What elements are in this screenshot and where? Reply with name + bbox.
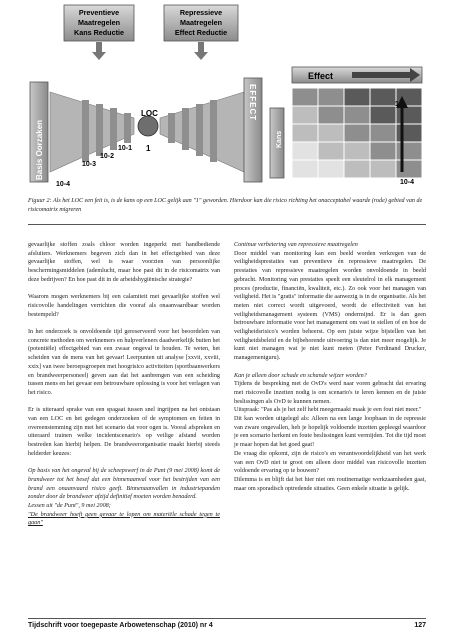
matrix-cell [370, 142, 396, 160]
matrix-cell [318, 160, 344, 178]
matrix-cell [344, 124, 370, 142]
matrix-cell [396, 106, 422, 124]
repressive-line-3: Effect Reductie [174, 28, 228, 37]
loc-circle [138, 116, 158, 136]
preventive-line-3: Kans Reductie [74, 28, 124, 37]
figure-caption: Figuur 2: Als het LOC een feit is, is de kans op een LOC gelijk aan "1" geworden. Hierdoor kan die risico richting het onacceptabel waarde (rode) gebied van de risicomatrix migreren [28, 198, 423, 213]
matrix-cell [318, 106, 344, 124]
matrix-cell [292, 160, 318, 178]
matrix-cell [370, 124, 396, 142]
left-quote-line: "De brandweer hoeft geen gevaar te lopen om materiële schade tegen te gaan" [28, 511, 220, 527]
loc-label: LOC [141, 109, 158, 118]
kans-axis-label: Kans [276, 130, 283, 148]
power-label-3: 10-3 [82, 161, 97, 168]
journal-title: Tijdschrift voor toegepaste Arbowetenschap (2010) nr 4 [28, 622, 213, 629]
left-column [28, 241, 220, 528]
matrix-cell [292, 88, 318, 106]
matrix-cell [396, 142, 422, 160]
right-column [234, 241, 426, 493]
matrix-marker-bottom: 10-4 [400, 179, 415, 186]
right-paragraph-1: Door middel van monitoring kan een beeld worden verkregen van de veiligheidsprestaties van preventieve én repressieve maatregelen. De prestaties van repressieve maatregelen worden onvoldoende in beeld gebracht. Monitoring van prestaties speelt een sleutelrol in elk management proces (productie, financiën, kwaliteit, etc.). Zo ook voor het managen van veiligheid. Het is "gratis" informatie die aanwezig is in de organisatie. Als het meten niet correct wordt uitgevoerd, wordt de effectiviteit van het veiligheidsmanagement systeem (VMS) ondermijnd. Er is dan geen betrouwbare informatie voor het management om vast te stellen of en hoe de veiligheidsrisico's worden beheerst. Op een juiste wijze bijstellen van het veiligheidsbeleid en de bijbehorende uitvoering is dan niet meer mogelijk. Je kunt niet managen wat je niet kunt meten (Peter Ferdinand Drucker, managementguru). [234, 250, 426, 362]
matrix-cell [396, 124, 422, 142]
preventive-line-2: Maatregelen [78, 18, 120, 27]
matrix-cell [292, 106, 318, 124]
left-paragraph-2: Waarom mogen werknemers bij een calamiteit met gevaarlijke stoffen wel risicovolle handelingen verrichten die vooraf als onaanvaardbaar worden bestempeld? [28, 294, 220, 318]
repressive-line-2: Maatregelen [180, 18, 222, 27]
left-paragraph-4: Er is uiteraard sprake van een spagaat tussen snel ingrijpen na het ontstaan van een LOC en het gedegen onderzoeken of de symptomen en feiten in overeenstemming zijn met het scenario dat voor ogen is. Vooral afspreken en uiteraard trainen welke incidentscenario's op veilige afstand worden bestreden kan hierbij helpen. De brandweerorganisatie maakt hierbij steeds helderder keuzes: [28, 407, 220, 457]
matrix-cell [344, 88, 370, 106]
repressive-line-1: Repressieve [179, 8, 223, 17]
preventive-line-1: Preventieve [78, 8, 120, 17]
page-number: 127 [414, 622, 426, 629]
figure-loc-risk-matrix [0, 0, 453, 190]
left-source-line: Lessen uit "de Punt", 9 mei 2008; [28, 503, 111, 510]
caption-rule [28, 224, 426, 225]
page-footer [28, 622, 426, 629]
matrix-cell [370, 160, 396, 178]
left-italic-block: Op basis van het ongeval bij de scheepswerf in de Punt (9 mei 2008) komt de brandweer tot het besef dat een binnenaanval voor het bestrijden van een brand een onaanvaard risico geeft. Binnenaanvallen in industriepanden zonder door de brandweer afzijd definitief moeten worden benaderd. [28, 468, 220, 501]
right-paragraph-2: Tijdens de bespreking met de OvD's werd naar voren gebracht dat ervaring met risicovolle inzetten nodig is om scenario's te leren kennen en de juiste beslissingen als OvD te kunnen nemen. [234, 381, 426, 405]
matrix-cell [396, 160, 422, 178]
left-paragraph-1: gevaarlijke stoffen zoals chloor worden ingeperkt met handbediende afsluiters. Werknemers begeven zich dan in het effectgebied van deze gevaarlijke stoffen, wel is waar voorzien van persoonlijke beschermingsmiddelen (ademlucht, maar hoe past dit in de risicomatrix van deze bedrijven? En hoe past dit in de arbeidshygiënische strategie? [28, 242, 220, 283]
power-label-2: 10-2 [100, 153, 115, 160]
right-paragraph-3: Uitspraak: "Pas als je het zelf hebt meegemaakt maak je een fout niet meer." [234, 407, 422, 414]
arrow-down-repressive-icon [194, 42, 208, 60]
power-label-1: 10-1 [118, 145, 133, 152]
effect-axis-label: Effect [308, 71, 334, 81]
arrow-down-preventive-icon [92, 42, 106, 60]
right-heading-1: Continue verbetering van repressieve maatregelen [234, 242, 358, 248]
matrix-marker-top: 1 [395, 101, 399, 108]
matrix-cell [344, 160, 370, 178]
matrix-cell [318, 142, 344, 160]
bowtie-left-funnel [50, 92, 134, 172]
loc-marker-one: 1 [146, 144, 151, 153]
matrix-cell [292, 142, 318, 160]
effect-bar-label: EFFECT [248, 84, 257, 122]
matrix-cell [318, 124, 344, 142]
matrix-cell [292, 124, 318, 142]
left-paragraph-3: In het onderzoek is onvoldoende tijd gereserveerd voor het beoordelen van concrete methoden om werknemers en hulpverleners daadwerkelijk buiten het (potentiële) effectgebied van een zwaar ongeval te houden. Te weten, het scheiden van de mens van het gevaar! Leerpunten uit analyse [xxvii, xxviii, xxix] van twee beroepsgroepen met hoogrisico activiteiten (sportbaanwerkers en brandweerpersoneel) geven aan dat het aanbrengen van een scheiding tussen mens en het gevaar een betrouwbare oplossing is voor het verlagen van het risico. [28, 329, 221, 396]
right-paragraph-6: Dilemma is en blijft dat het hier niet om routinematige werkzaamheden gaat, maar om sporadisch optredende situaties. Geen enkele situatie is gelijk. [234, 476, 426, 492]
power-label-4: 10-4 [56, 181, 71, 188]
matrix-cell [344, 106, 370, 124]
footer-rule [28, 618, 426, 619]
matrix-cell [344, 142, 370, 160]
matrix-cell [318, 88, 344, 106]
right-heading-2: Kan je alleen door schade en schande wijzer worden? [234, 372, 367, 379]
matrix-cell [370, 88, 396, 106]
right-paragraph-4: Dit kan worden uitgelegd als: Alleen na een lange loopbaan in de repressie van zware ongevallen, heb je hopelijk voldoende inzetten gepleegd waardoor je een scenario herkent en foute beslissingen kunt vermijden. Tot die tijd moet je maar hopen dat het goed gaat! [234, 416, 426, 449]
matrix-cell [370, 106, 396, 124]
basis-oorzaken-label: Basis Oorzaken [35, 119, 44, 180]
right-paragraph-5: De vraag die opkomt, zijn de risico's en verantwoordelijkheid van het werk van een OvD niet te groot om alleen door middel van risicovolle inzetten voldoende ervaring op te bouwen? [234, 450, 426, 475]
